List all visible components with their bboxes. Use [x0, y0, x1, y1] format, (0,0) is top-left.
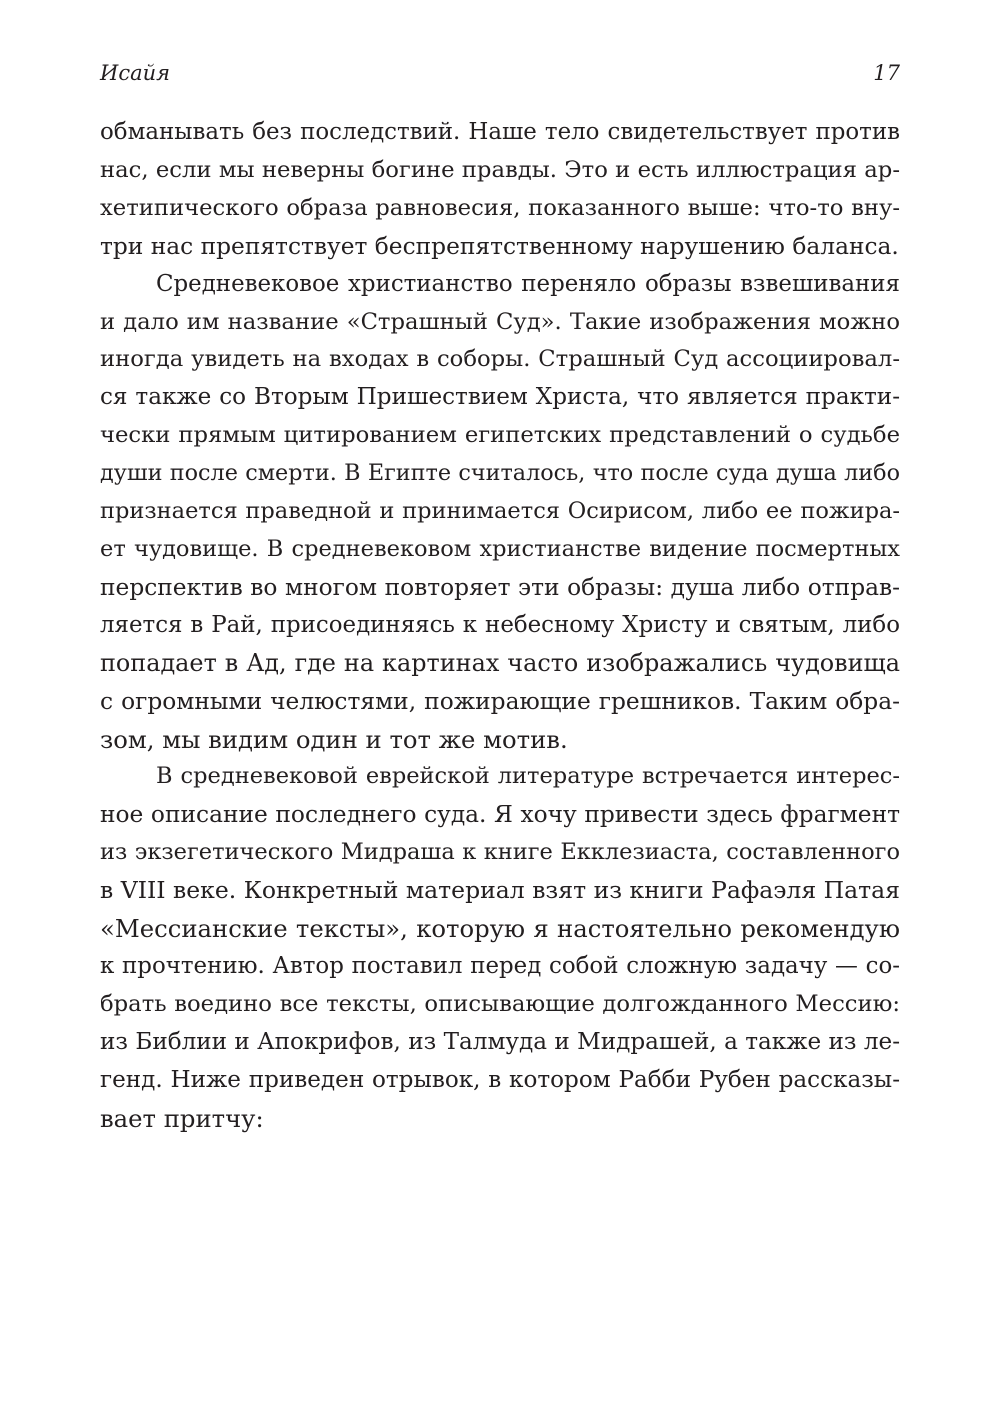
- text-line: хетипического образа равновесия, показанного выше: что-то вну-: [100, 194, 900, 221]
- text-line: из Библии и Апокрифов, из Талмуда и Мидрашей, а также из ле-: [100, 1028, 900, 1055]
- text-line: с огромными челюстями, пожирающие грешников. Таким обра-: [100, 687, 900, 715]
- text-line: вает притчу:: [100, 1103, 264, 1133]
- text-line: попадает в Ад, где на картинах часто изображались чудовища: [100, 648, 900, 677]
- text-line: нас, если мы неверны богине правды. Это и есть иллюстрация ар-: [100, 156, 900, 183]
- text-line: к прочтению. Автор поставил перед собой сложную задачу — со-: [100, 952, 900, 979]
- text-line: перспектив во многом повторяет эти образы: душа либо отправ-: [100, 573, 900, 601]
- text-line: души после смерти. В Египте считалось, что после суда душа либо: [100, 460, 900, 487]
- body-text: [100, 114, 900, 1137]
- text-line: ся также со Вторым Пришествием Христа, что является практи-: [100, 384, 900, 411]
- text-line: обманывать без последствий. Наше тело свидетельствует против: [100, 119, 900, 145]
- text-line: в VIII веке. Конкретный материал взят из книги Рафаэля Патая: [100, 876, 900, 905]
- text-line: генд. Ниже приведен отрывок, в котором Рабби Рубен рассказы-: [100, 1066, 900, 1093]
- text-line: ляется в Рай, присоединяясь к небесному Христу и святым, либо: [100, 611, 900, 638]
- text-line: брать воедино все тексты, описывающие долгожданного Мессию:: [100, 990, 900, 1017]
- text-line: из экзегетического Мидраша к книге Екклезиаста, составленного: [100, 839, 900, 866]
- page-number: 17: [873, 61, 900, 85]
- running-head: [100, 58, 900, 88]
- text-line: три нас препятствует беспрепятственному нарушению баланса.: [100, 232, 899, 260]
- text-line: ет чудовище. В средневековом христианстве видение посмертных: [100, 535, 900, 562]
- text-line: чески прямым цитированием египетских представлений о судьбе: [100, 422, 900, 449]
- text-line: признается праведной и принимается Осирисом, либо ее пожира-: [100, 498, 900, 525]
- text-line: Средневековое христианство переняло образы взвешивания: [156, 270, 900, 297]
- running-title: Исайя: [100, 61, 171, 85]
- text-line: иногда увидеть на входах в соборы. Страшный Суд ассоциировал-: [100, 346, 900, 373]
- text-line: зом, мы видим один и тот же мотив.: [100, 724, 568, 754]
- text-line: «Мессианские тексты», которую я настоятельно рекомендую: [100, 914, 900, 944]
- text-line: В средневековой еврейской литературе встречается интерес-: [156, 763, 900, 790]
- text-line: и дало им название «Страшный Суд». Такие изображения можно: [100, 308, 900, 335]
- text-line: ное описание последнего суда. Я хочу привести здесь фрагмент: [100, 801, 900, 829]
